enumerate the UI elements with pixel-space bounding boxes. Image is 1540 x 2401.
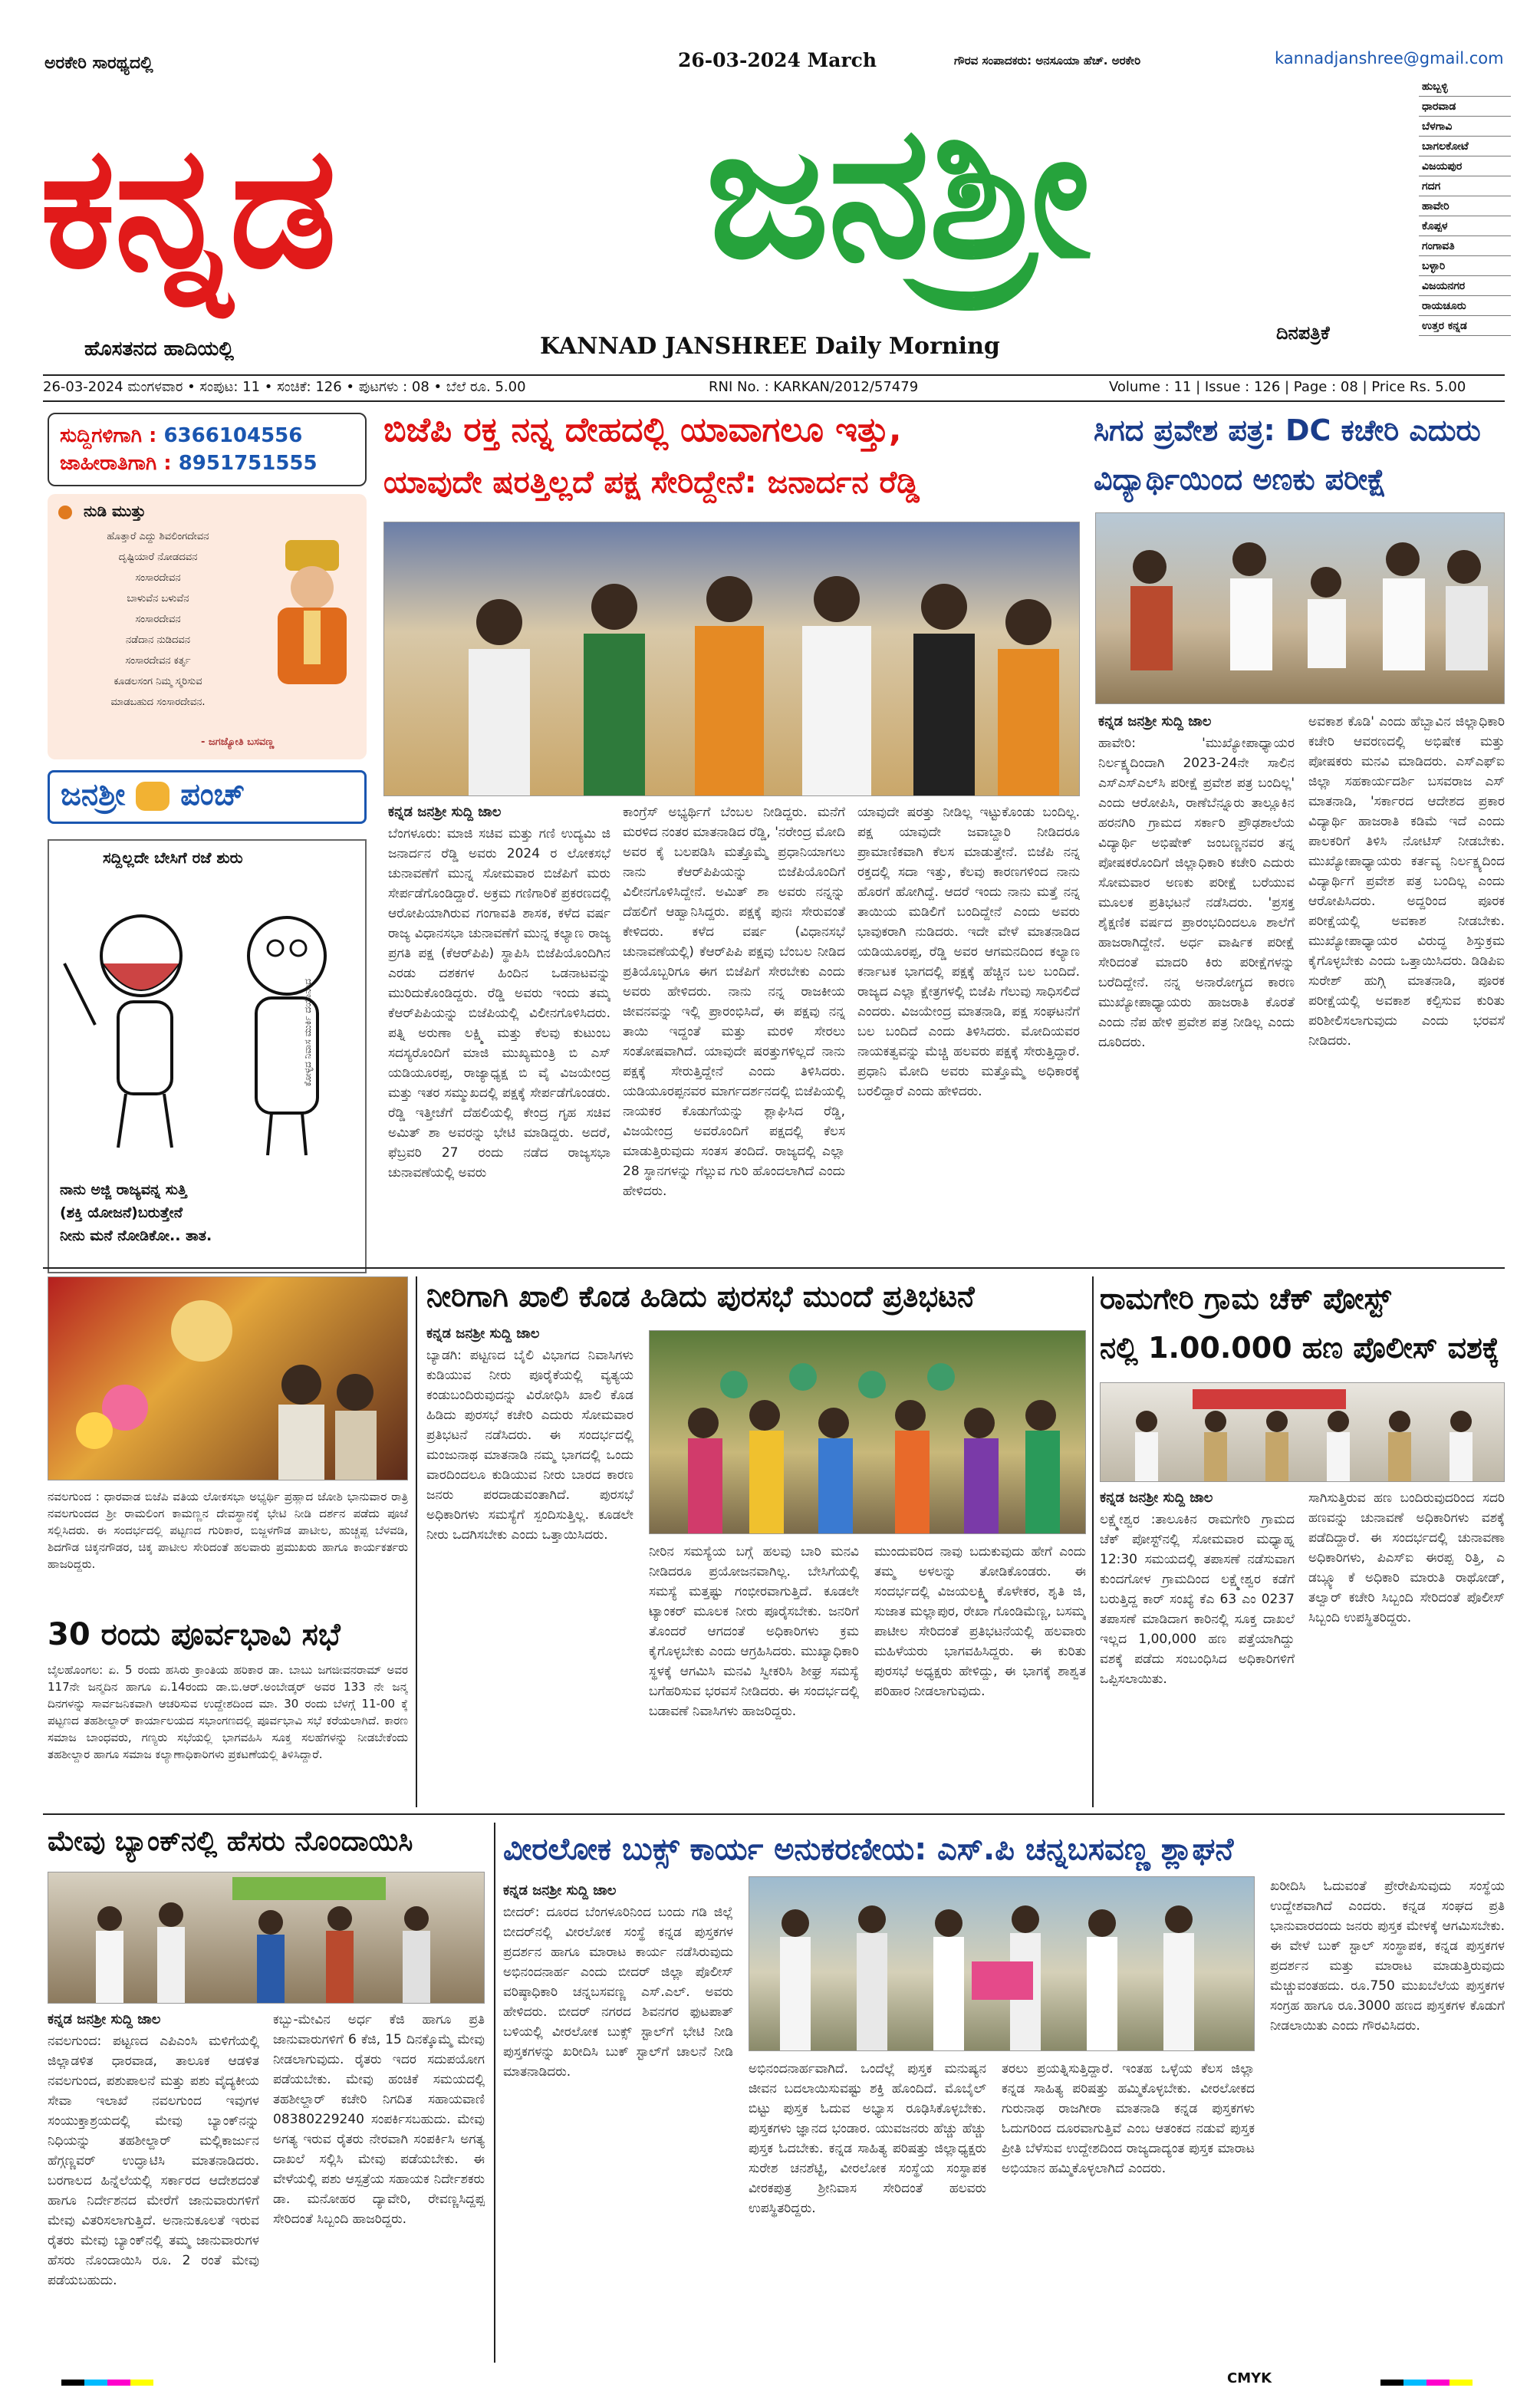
- volume-line: Volume : 11 | Issue : 126 | Page : 08 | Price Rs. 5.00: [1109, 379, 1466, 395]
- temple-caption: ನವಲಗುಂದ : ಧಾರವಾಡ ಬಿಜೆಪಿ ವತಿಯ ಲೋಕಸಭಾ ಅಭ್ಯರ್ಥಿ ಪ್ರಹ್ಲಾದ ಜೋಶಿ ಭಾನುವಾರ ರಾತ್ರಿ ನವಲಗುಂದದ ಶ್ರೀ ರಾಮಲಿಂಗ ಕಾಮಣ್ಣನ ದೇವಸ್ಥಾನಕ್ಕೆ ಭೇಟಿ ನೀಡಿ ದರ್ಶನ ಪಡೆದು ಪೂಜೆ ಸಲ್ಲಿಸಿದರು. ಈ ಸಂದರ್ಭದಲ್ಲಿ ಪಟ್ಟಣದ ಗುರಿಕಾರ, ಬಿಜ್ಜಳಗೌಡ ಪಾಟೀಲ, ಹುಚ್ಚಪ್ಪ ಬೆಳವಡಿ, ಶಿದಗೌಡ ಚಿಕ್ಕನಗೌಡರ, ಚಿಕ್ಕ ಪಾಟೀಲ ಸೇರಿದಂತೆ ಹಲವಾರು ಪ್ರಮುಖರು ಹಾಗೂ ಕಾರ್ಯಕರ್ತರು ಹಾಜರಿದ್ದರು.: [48, 1490, 408, 1571]
- lead-headline-1: ಬಿಜೆಪಿ ರಕ್ತ ನನ್ನ ದೇಹದಲ್ಲಿ ಯಾವಾಗಲೂ ಇತ್ತು,: [383, 410, 902, 450]
- check-column-2: ಸಾಗಿಸುತ್ತಿರುವ ಹಣ ಬಂದಿರುವುದರಿಂದ ಸದರಿ ಹಣವನ್ನು ಚುನಾವಣೆ ಅಧಿಕಾರಿಗಳು ವಶಕ್ಕೆ ಪಡೆದಿದ್ದಾರೆ. ಈ ಸಂದರ್ಭದಲ್ಲಿ ಚುನಾವಣಾ ಅಧಿಕಾರಿಗಳು, ಪಿಎಸ್‌ಐ ಈರಪ್ಪ ರಿತ್ತಿ, ಎ ಡಬ್ಲ್ಯೂ ಕೆ ಅಧಿಕಾರಿ ಮಾರುತಿ ರಾಥೋಡ್, ತಲ್ವಾರ್ ಕಚೇರಿ ಸಿಬ್ಬಂದಿ ಸೇರಿದಂತೆ ಪೊಲೀಸ್ ಸಿಬ್ಬಂದಿ ಉಪಸ್ಥಿತರಿದ್ದರು.: [1308, 1490, 1505, 1625]
- quote-line: ದೃಷ್ಟಿಯಾರೆ ನೋಡದವನ: [118, 552, 198, 563]
- masthead-tagline: ಹೊಸತನದ ಹಾದಿಯಲ್ಲಿ: [84, 338, 235, 361]
- meeting-headline: 30 ರಂದು ಪೂರ್ವಭಾವಿ ಸಭೆ: [48, 1617, 341, 1652]
- vertical-divider-right: [1092, 1276, 1094, 1807]
- dateline-divider: [43, 400, 1505, 402]
- cartoon-caption: [60, 1178, 212, 1247]
- check-post-officials-icon: [1101, 1383, 1505, 1482]
- district-item: ಗದಗ: [1419, 176, 1511, 196]
- masthead-divider: [43, 374, 1505, 376]
- cartoon-box: [48, 839, 367, 1273]
- exam-headline-1: ಸಿಗದ ಪ್ರವೇಶ ಪತ್ರ: DC ಕಚೇರಿ ಎದುರು: [1094, 413, 1481, 447]
- district-item: ಉತ್ತರ ಕನ್ನಡ: [1419, 316, 1511, 336]
- fodder-bank-icon: [48, 1872, 485, 2004]
- cartoon-caption-line: ನಾನು ಅಜ್ಜಿ ರಾಜ್ಯವನ್ನ ಸುತ್ತಿ: [60, 1181, 187, 1198]
- water-column-2: ನೀರಿನ ಸಮಸ್ಯೆಯ ಬಗ್ಗೆ ಹಲವು ಬಾರಿ ಮನವಿ ನೀಡಿದರೂ ಪ್ರಯೋಜನವಾಗಿಲ್ಲ. ಬೇಸಿಗೆಯಲ್ಲಿ ಸಮಸ್ಯೆ ಮತ್ತಷ್ಟು ಗಂಭೀರವಾಗುತ್ತಿದೆ. ಕೂಡಲೇ ಟ್ಯಾಂಕರ್ ಮೂಲಕ ನೀರು ಪೂರೈಸಬೇಕು. ಜನರಿಗೆ ತೊಂದರೆ ಆಗದಂತೆ ಅಧಿಕಾರಿಗಳು ಕ್ರಮ ಕೈಗೊಳ್ಳಬೇಕು ಎಂದು ಆಗ್ರಹಿಸಿದರು. ಮುಖ್ಯಾಧಿಕಾರಿ ಸ್ಥಳಕ್ಕೆ ಆಗಮಿಸಿ ಮನವಿ ಸ್ವೀಕರಿಸಿ ಶೀಘ್ರ ಸಮಸ್ಯೆ ಬಗೆಹರಿಸುವ ಭರವಸೆ ನೀಡಿದರು. ಈ ಸಂದರ್ಭದಲ್ಲಿ ಬಡಾವಣೆ ನಿವಾಸಿಗಳು ಹಾಜರಿದ್ದರು.: [649, 1544, 859, 1719]
- lead-headline-2: ಯಾವುದೇ ಷರತ್ತಿಲ್ಲದೆ ಪಕ್ಷ ಸೇರಿದ್ದೇನೆ: ಜನಾರ್ದನ ರೆಡ್ಡಿ: [383, 465, 920, 500]
- contact-email[interactable]: kannadjanshree@gmail.com: [1275, 49, 1504, 68]
- quote-line: ಸಂಸಾರದೇವನ: [135, 614, 181, 625]
- dateline: 26-03-2024 ಮಂಗಳವಾರ • ಸಂಪುಟ: 11 • ಸಂಚಿಕೆ: 126 • ಪುಟಗಳು : 08 • ಬೆಲೆ ರೂ. 5.00: [43, 379, 526, 395]
- protest-photo-icon: [1096, 513, 1505, 704]
- temple-visit-icon: [48, 1277, 408, 1480]
- cartoon-illustration: [49, 871, 368, 1171]
- color-bar-icon: [61, 2380, 153, 2386]
- ads-phone[interactable]: 8951751555: [178, 452, 318, 475]
- news-phone[interactable]: 6366104556: [163, 424, 303, 447]
- books-headline: ವೀರಲೋಕ ಬುಕ್ಸ್ ಕಾರ್ಯ ಅನುಕರಣೀಯ: ಎಸ್.ಪಿ ಚನ್ನಬಸವಣ್ಣ ಶ್ಲಾಘನೆ: [503, 1832, 1234, 1867]
- quote-line: ಕೂಡಲಸಂಗ ನಿಮ್ಮ ಸ್ಮರಿಸುವ: [114, 676, 202, 687]
- contact-box: [48, 413, 367, 486]
- bank-photo: [48, 1872, 485, 2004]
- bank-headline: ಮೇವು ಬ್ಯಾಂಕ್‌ನಲ್ಲಿ ಹೆಸರು ನೊಂದಾಯಿಸಿ: [48, 1826, 413, 1857]
- group-photo-icon: [384, 522, 1080, 796]
- district-item: ಕೊಪ್ಪಳ: [1419, 216, 1511, 236]
- upper-section-divider: [43, 1267, 1505, 1269]
- books-photo: [749, 1876, 1255, 2051]
- quote-line: ಸಂಸಾರದೇವನ ಕರ್ತೃ: [125, 655, 191, 667]
- issue-date: 26-03-2024 March: [678, 49, 877, 71]
- check-column-1: ಲಕ್ಷ್ಮೇಶ್ವರ :ತಾಲೂಕಿನ ರಾಮಗೇರಿ ಗ್ರಾಮದ ಚೆಕ್ ಪೋಸ್ಟ್‌ನಲ್ಲಿ ಸೋಮವಾರ ಮಧ್ಯಾಹ್ನ 12:30 ಸಮಯದಲ್ಲಿ ತಪಾಸಣೆ ನಡೆಸುವಾಗ ಕುಂದಗೋಳ ಗ್ರಾಮದಿಂದ ಲಕ್ಷ್ಮೇಶ್ವರ ಕಡೆಗೆ ಬರುತ್ತಿದ್ದ ಕಾರ್ ಸಂಖ್ಯೆ ಕೆಎ 63 ಎಂ 0237 ತಪಾಸಣೆ ಮಾಡಿದಾಗ ಕಾರಿನಲ್ಲಿ ಸೂಕ್ತ ದಾಖಲೆ ಇಲ್ಲದ 1,00,000 ಹಣ ಪತ್ತೆಯಾಗಿದ್ದು ವಶಕ್ಕೆ ಪಡೆದು ಸಂಬಂಧಿಸಿದ ಅಧಿಕಾರಿಗಳಿಗೆ ಒಪ್ಪಿಸಲಾಯಿತು.: [1100, 1512, 1295, 1687]
- quote-box: [48, 494, 367, 759]
- books-column-1: ಬೀದರ್: ದೂರದ ಬೆಂಗಳೂರಿನಿಂದ ಬಂದು ಗಡಿ ಜಿಲ್ಲೆ ಬೀದರ್‌ನಲ್ಲಿ ವೀರಲೋಕ ಸಂಸ್ಥೆ ಕನ್ನಡ ಪುಸ್ತಕಗಳ ಪ್ರದರ್ಶನ ಹಾಗೂ ಮಾರಾಟ ಕಾರ್ಯ ನಡೆಸಿರುವುದು ಅಭಿನಂದನಾರ್ಹ ಎಂದು ಬೀದರ್ ಜಿಲ್ಲಾ ಪೊಲೀಸ್ ವರಿಷ್ಠಾಧಿಕಾರಿ ಚನ್ನಬಸವಣ್ಣ ಎಸ್.ಎಲ್. ಅವರು ಹೇಳಿದರು. ಬೀದರ್ ನಗರದ ಶಿವನಗರ ಫುಟಪಾತ್ ಬಳಿಯಲ್ಲಿ ವೀರಲೋಕ ಬುಕ್ಸ್ ಸ್ಟಾಲ್‌ಗೆ ಭೇಟಿ ನೀಡಿ ಪುಸ್ತಕಗಳನ್ನು ಖರೀದಿಸಿ ಬುಕ್ ಸ್ಟಾಲ್‌ಗೆ ಚಾಲನೆ ನೀಡಿ ಮಾತನಾಡಿದರು.: [503, 1905, 733, 2080]
- top-left-tag: ಅರಕೇರಿ ಸಾರಥ್ಯದಲ್ಲಿ: [44, 54, 153, 73]
- fist-icon: [136, 782, 169, 811]
- water-photo: [649, 1330, 1086, 1534]
- district-item: ರಾಯಚೂರು: [1419, 296, 1511, 316]
- quote-line: ಹೊತ್ತಾರೆ ಎದ್ದು ಶಿವಲಿಂಗದೇವನ: [107, 531, 209, 542]
- quote-line: ಬಾಳುವೆನ ಬಳುವೆನ: [127, 593, 189, 604]
- cartoonist-credit: ಕೋಳ್ಳದ ನಿವಾಸ ಮುರ್ಕಿ ದಯಾನಂದ: [302, 979, 313, 1087]
- district-item: ಹಾವೇರಿ: [1419, 196, 1511, 216]
- meeting-body: ಬೈಲಹೊಂಗಲ: ಏ. 5 ರಂದು ಹಸಿರು ಕ್ರಾಂತಿಯ ಹರಿಕಾರ ಡಾ. ಬಾಬು ಜಗಜೀವನರಾಮ್ ಅವರ 117ನೇ ಜನ್ಮದಿನ ಹಾಗೂ ಏ.14ರಂದು ಡಾ.ಬಿ.ಆರ್.ಅಂಬೇಡ್ಕರ್ ಅವರ 133 ನೇ ಜನ್ಮ ದಿನಗಳನ್ನು ಸಾರ್ವಜನಿಕವಾಗಿ ಆಚರಿಸುವ ಉದ್ದೇಶದಿಂದ ಮಾ. 30 ರಂದು ಬೆಳಗ್ಗೆ 11-00 ಕ್ಕೆ ಪಟ್ಟಣದ ತಹಶೀಲ್ದಾರ್ ಕಾರ್ಯಾಲಯದ ಸಭಾಂಗಣದಲ್ಲಿ ಪೂರ್ವಭಾವಿ ಸಭೆ ಕರೆಯಲಾಗಿದೆ. ಕಾರಣ ಸಮಾಜ ಬಾಂಧವರು, ಗಣ್ಯರು ಸಭೆಯಲ್ಲಿ ಭಾಗವಹಿಸಿ ಸೂಕ್ತ ಸಲಹೆಗಳನ್ನು ನೀಡಬೇಕೆಂದು ತಹಶೀಲ್ದಾರ ಹಾಗೂ ಸಮಾಜ ಕಲ್ಯಾಣಾಧಿಕಾರಿಗಳು ಪ್ರಕಟಣೆಯಲ್ಲಿ ತಿಳಿಸಿದ್ದಾರೆ.: [48, 1663, 408, 1761]
- masthead-title-janashree: ಜನಶ್ರೀ: [706, 84, 1089, 299]
- lead-column-3: ಯಾವುದೇ ಷರತ್ತು ನೀಡಿಲ್ಲ ಇಟ್ಟುಕೊಂಡು ಬಂದಿಲ್ಲ. ಪಕ್ಷ ಯಾವುದೇ ಜವಾಬ್ದಾರಿ ನೀಡಿದರೂ ಪ್ರಾಮಾಣಿಕವಾಗಿ ಕೆಲಸ ಮಾಡುತ್ತೇನೆ. ಬಿಜೆಪಿ ನನ್ನ ರಕ್ತದಲ್ಲಿ ಸದಾ ಇತ್ತು, ಕೆಲವು ಕಾರಣಗಳಿಂದ ನಾನು ಹೊರಗೆ ಹೋಗಿದ್ದೆ. ಆದರೆ ಇಂದು ನಾನು ಮತ್ತೆ ನನ್ನ ತಾಯಿಯ ಮಡಿಲಿಗೆ ಬಂದಿದ್ದೇನೆ ಎಂದು ಅವರು ಭಾವುಕರಾಗಿ ನುಡಿದರು. ಇದೇ ವೇಳೆ ಮಾತನಾಡಿದ ಯಡಿಯೂರಪ್ಪ, ರೆಡ್ಡಿ ಅವರ ಆಗಮನದಿಂದ ಕಲ್ಯಾಣ ಕರ್ನಾಟಕ ಭಾಗದಲ್ಲಿ ಪಕ್ಷಕ್ಕೆ ಹೆಚ್ಚಿನ ಬಲ ಬಂದಿದೆ. ರಾಜ್ಯದ ಎಲ್ಲಾ ಕ್ಷೇತ್ರಗಳಲ್ಲಿ ಬಿಜೆಪಿ ಗೆಲುವು ಸಾಧಿಸಲಿದೆ ಎಂದರು. ವಿಜಯೇಂದ್ರ ಮಾತನಾಡಿ, ಪಕ್ಷ ಸಂಘಟನೆಗೆ ಬಲ ಬಂದಿದೆ ಎಂದು ತಿಳಿಸಿದರು. ಮೋದಿಯವರ ನಾಯಕತ್ವವನ್ನು ಮೆಚ್ಚಿ ಹಲವರು ಪಕ್ಷಕ್ಕೆ ಸೇರುತ್ತಿದ್ದಾರೆ. ಪ್ರಧಾನಿ ಮೋದಿ ಅವರು ಮತ್ತೊಮ್ಮೆ ಅಧಿಕಾರಕ್ಕೆ ಬರಲಿದ್ದಾರೆ ಎಂದು ಹೇಳಿದರು.: [857, 805, 1080, 1099]
- bank-column-2: ಕಬ್ಬು-ಮೇವಿನ ಅರ್ಧ ಕೆಜಿ ಹಾಗೂ ಪ್ರತಿ ಜಾನುವಾರುಗಳಿಗೆ 6 ಕೆಜಿ, 15 ದಿನಕ್ಕೊಮ್ಮೆ ಮೇವು ನೀಡಲಾಗುವುದು. ರೈತರು ಇದರ ಸದುಪಯೋಗ ಪಡೆಯಬೇಕು. ಮೇವು ಹಂಚಿಕೆ ಸಮಯದಲ್ಲಿ ತಹಶೀಲ್ದಾರ್ ಕಚೇರಿ ನಿಗದಿತ ಸಹಾಯವಾಣಿ 08380229240 ಸಂಪರ್ಕಿಸಬಹುದು. ಮೇವು ಅಗತ್ಯ ಇರುವ ರೈತರು ನೇರವಾಗಿ ಸಂಪರ್ಕಿಸಿ ಅಗತ್ಯ ದಾಖಲೆ ಸಲ್ಲಿಸಿ ಮೇವು ಪಡೆಯಬೇಕು. ಈ ವೇಳೆಯಲ್ಲಿ ಪಶು ಆಸ್ಪತ್ರೆಯ ಸಹಾಯಕ ನಿರ್ದೇಶಕರು ಡಾ. ಮನೋಹರ ದ್ಯಾವೇರಿ, ರೇವಣ್ಣಸಿದ್ದಪ್ಪ ಸೇರಿದಂತೆ ಸಿಬ್ಬಂದಿ ಹಾಜರಿದ್ದರು.: [273, 2012, 485, 2227]
- english-title: KANNAD JANSHREE Daily Morning: [540, 333, 1000, 360]
- ads-contact-label: ಜಾಹೀರಾತಿಗಾಗಿ :: [60, 452, 172, 475]
- quote-line: ನಡೆದಾನ ನುಡಿದವನ: [126, 634, 190, 646]
- lead-byline: ಕನ್ನಡ ಜನಶ್ರೀ ಸುದ್ದಿ ಜಾಲ: [388, 804, 502, 820]
- water-headline: ನೀರಿಗಾಗಿ ಖಾಲಿ ಕೊಡ ಹಿಡಿದು ಪುರಸಭೆ ಮುಂದೆ ಪ್ರತಿಭಟನೆ: [426, 1280, 975, 1313]
- lead-column-1: ಬೆಂಗಳೂರು: ಮಾಜಿ ಸಚಿವ ಮತ್ತು ಗಣಿ ಉದ್ಯಮಿ ಜಿ ಜನಾರ್ದನ ರೆಡ್ಡಿ ಅವರು 2024 ರ ಲೋಕಸಭೆ ಚುನಾವಣೆಗೆ ಮುನ್ನ ಸೋಮವಾರ ಬಿಜೆಪಿಗೆ ಮರು ಸೇರ್ಪಡೆಗೊಂಡಿದ್ದಾರೆ. ಅಕ್ರಮ ಗಣಿಗಾರಿಕೆ ಪ್ರಕರಣದಲ್ಲಿ ಆರೋಪಿಯಾಗಿರುವ ಗಂಗಾವತಿ ಶಾಸಕ, ಕಳೆದ ವರ್ಷ ರಾಜ್ಯ ವಿಧಾನಸಭಾ ಚುನಾವಣೆಗೆ ಮುನ್ನ ಕಲ್ಯಾಣ ರಾಜ್ಯ ಪ್ರಗತಿ ಪಕ್ಷ (ಕೆಆರ್‌ಪಿಪಿ) ಸ್ಥಾಪಿಸಿ ಬಿಜೆಪಿಯೊಂದಿಗಿನ ಎರಡು ದಶಕಗಳ ಹಿಂದಿನ ಒಡನಾಟವನ್ನು ಮುರಿದುಕೊಂಡಿದ್ದರು. ರೆಡ್ಡಿ ಅವರು ಇಂದು ತಮ್ಮ ಕೆಆರ್‌ಪಿಪಿಯನ್ನು ಬಿಜೆಪಿಯಲ್ಲಿ ವಿಲೀನಗೊಳಿಸಿದರು. ಪತ್ನಿ ಅರುಣಾ ಲಕ್ಷ್ಮಿ ಮತ್ತು ಕೆಲವು ಕುಟುಂಬ ಸದಸ್ಯರೊಂದಿಗೆ ಮಾಜಿ ಮುಖ್ಯಮಂತ್ರಿ ಬಿ ಎಸ್ ಯಡಿಯೂರಪ್ಪ, ರಾಜ್ಯಾಧ್ಯಕ್ಷ ಬಿ ವೈ ವಿಜಯೇಂದ್ರ ಮತ್ತು ಇತರ ಸಮ್ಮುಖದಲ್ಲಿ ಪಕ್ಷಕ್ಕೆ ಸೇರ್ಪಡೆಗೊಂಡರು. ರೆಡ್ಡಿ ಇತ್ತೀಚೆಗೆ ದೆಹಲಿಯಲ್ಲಿ ಕೇಂದ್ರ ಗೃಹ ಸಚಿವ ಅಮಿತ್ ಶಾ ಅವರನ್ನು ಭೇಟಿ ಮಾಡಿದ್ದರು. ಅದರೆ, ಫೆಬ್ರವರಿ 27 ರಂದು ನಡೆದ ರಾಜ್ಯಸಭಾ ಚುನಾವಣೆಯಲ್ಲಿ ಅವರು: [388, 826, 610, 1181]
- check-headline-1: ರಾಮಗೇರಿ ಗ್ರಾಮ ಚೆಕ್ ಪೋಸ್ಟ್: [1100, 1282, 1391, 1316]
- water-protest-icon: [650, 1331, 1086, 1534]
- district-item: ಹುಬ್ಬಳ್ಳಿ: [1419, 77, 1511, 97]
- basavanna-portrait-icon: [270, 540, 354, 693]
- registration-marks: [61, 2375, 1503, 2390]
- book-launch-icon: [749, 1877, 1255, 2051]
- district-item: ವಿಜಯಪುರ: [1419, 156, 1511, 176]
- check-photo: [1100, 1382, 1505, 1482]
- water-column-3: ಮುಂದುವರಿದ ನಾವು ಬದುಕುವುದು ಹೇಗೆ ಎಂದು ತಮ್ಮ ಅಳಲನ್ನು ತೋಡಿಕೊಂಡರು. ಈ ಸಂದರ್ಭದಲ್ಲಿ ವಿಜಯಲಕ್ಷ್ಮಿ ಕೊಳೇಕರ, ಶೃತಿ ಜಿ, ಸುಜಾತ ಮಲ್ಲಾಪುರ, ರೇಖಾ ಗೊಂಡಿಮೆಣ್ಣ, ಬಸಮ್ಮ ಪಾಟೀಲ ಸೇರಿದಂತೆ ಪ್ರತಿಭಟನೆಯಲ್ಲಿ ಹಲವಾರು ಮಹಿಳೆಯರು ಭಾಗವಹಿಸಿದ್ದರು. ಈ ಕುರಿತು ಪುರಸಭೆ ಅಧ್ಯಕ್ಷರು ಹೇಳಿದ್ದು, ಈ ಭಾಗಕ್ಕೆ ಶಾಶ್ವತ ಪರಿಹಾರ ನೀಡಲಾಗುವುದು.: [874, 1544, 1086, 1699]
- bank-column-1: ನವಲಗುಂದ: ಪಟ್ಟಣದ ಎಪಿಎಂಸಿ ಮಳಿಗೆಯಲ್ಲಿ ಜಿಲ್ಲಾಡಳಿತ ಧಾರವಾಡ, ತಾಲೂಕ ಆಡಳಿತ ನವಲಗುಂದ, ಪಶುಪಾಲನೆ ಮತ್ತು ಪಶು ವೈದ್ಯಕೀಯ ಸೇವಾ ಇಲಾಖೆ ನವಲಗುಂದ ಇವುಗಳ ಸಂಯುಕ್ತಾಶ್ರಯದಲ್ಲಿ ಮೇವು ಬ್ಯಾಂಕ್‌ನನ್ನು ನಿಧಿಯನ್ನು ತಹಶೀಲ್ದಾರ್ ಮಲ್ಲಿಕಾರ್ಜುನ ಹೆಗ್ಗಣ್ಣವರ್ ಉದ್ಘಾಟಿಸಿ ಮಾತನಾಡಿದರು. ಬರಗಾಲದ ಹಿನ್ನೆಲೆಯಲ್ಲಿ ಸರ್ಕಾರದ ಆದೇಶದಂತೆ ಹಾಗೂ ನಿರ್ದೇಶನದ ಮೇರೆಗೆ ಜಾನುವಾರುಗಳಿಗೆ ಮೇವು ವಿತರಿಸಲಾಗುತ್ತಿದೆ. ಅನಾನುಕೂಲತೆ ಇರುವ ರೈತರು ಮೇವು ಬ್ಯಾಂಕ್‌ನಲ್ಲಿ ತಮ್ಮ ಜಾನುವಾರುಗಳ ಹೆಸರು ನೊಂದಾಯಿಸಿ ರೂ. 2 ರಂತೆ ಮೇವು ಪಡೆಯಬಹುದು.: [48, 2034, 259, 2288]
- books-byline: ಕನ್ನಡ ಜನಶ್ರೀ ಸುದ್ದಿ ಜಾಲ: [503, 1882, 617, 1899]
- district-item: ಗಂಗಾವತಿ: [1419, 236, 1511, 256]
- exam-column-1: ಹಾವೇರಿ: 'ಮುಖ್ಯೋಪಾಧ್ಯಾಯರ ನಿರ್ಲಕ್ಷ್ಯದಿಂದಾಗಿ 2023-24ನೇ ಸಾಲಿನ ಎಸ್‌ಎಸ್‌ಎಲ್‌ಸಿ ಪರೀಕ್ಷೆ ಪ್ರವೇಶ ಪತ್ರ ಬಂದಿಲ್ಲ' ಎಂದು ಆರೋಪಿಸಿ, ರಾಣೆಬೆನ್ನೂರು ತಾಲ್ಲೂಕಿನ ಹರನಗಿರಿ ಗ್ರಾಮದ ಸರ್ಕಾರಿ ಪ್ರೌಢಶಾಲೆಯ ವಿದ್ಯಾರ್ಥಿ ಅಭಿಷೇಕ್ ಜಂಬಣ್ಣನವರ ತನ್ನ ಪೋಷಕರೊಂದಿಗೆ ಜಿಲ್ಲಾಧಿಕಾರಿ ಕಚೇರಿ ಎದುರು ಸೋಮವಾರ ಅಣಕು ಪರೀಕ್ಷೆ ಬರೆಯುವ ಮೂಲಕ ಪ್ರತಿಭಟನೆ ನಡೆಸಿದರು. 'ಪ್ರಸಕ್ತ ಶೈಕ್ಷಣಿಕ ವರ್ಷದ ಪ್ರಾರಂಭದಿಂದಲೂ ಶಾಲೆಗೆ ಹಾಜರಾಗಿದ್ದೇನೆ. ಅರ್ಧ ವಾರ್ಷಿಕ ಪರೀಕ್ಷೆ ಸೇರಿದಂತೆ ಮಾದರಿ ಕಿರು ಪರೀಕ್ಷೆಗಳನ್ನು ಬರೆದಿದ್ದೇನೆ. ನನ್ನ ಅನಾರೋಗ್ಯದ ಕಾರಣ ಮುಖ್ಯೋಪಾಧ್ಯಾಯರು ಹಾಜರಾತಿ ಕೊರತೆ ಎಂದು ನೆಪ ಹೇಳಿ ಪ್ರವೇಶ ಪತ್ರ ನೀಡಿಲ್ಲ ಎಂದು ದೂರಿದರು.: [1098, 736, 1295, 1050]
- cmyk-label: CMYK: [1227, 2370, 1272, 2386]
- rni-number: RNI No. : KARKAN/2012/57479: [709, 379, 919, 395]
- middle-section-divider: [43, 1813, 1505, 1815]
- vertical-divider-bottom: [494, 1823, 495, 2363]
- color-bar-icon-2: [1380, 2380, 1473, 2386]
- exam-headline-2: ವಿದ್ಯಾರ್ಥಿಯಿಂದ ಅಣಕು ಪರೀಕ್ಷೆ: [1094, 463, 1387, 496]
- punch-box: [48, 770, 367, 824]
- district-item: ಬೆಳಗಾವಿ: [1419, 117, 1511, 137]
- district-list: [1419, 77, 1511, 336]
- exam-byline: ಕನ್ನಡ ಜನಶ್ರೀ ಸುದ್ದಿ ಜಾಲ: [1098, 713, 1212, 730]
- quote-line: ಸಂಸಾರದೇವನ: [135, 572, 181, 584]
- quote-title: ನುಡಿ ಮುತ್ತು: [83, 502, 146, 520]
- daily-label: ದಿನಪತ್ರಿಕೆ: [1276, 322, 1330, 344]
- news-contact-label: ಸುದ್ದಿಗಳಿಗಾಗಿ :: [60, 424, 157, 447]
- district-item: ಧಾರವಾಡ: [1419, 97, 1511, 117]
- water-column-1: ಬ್ಯಾಡಗಿ: ಪಟ್ಟಣದ ಬೈಲಿ ವಿಭಾಗದ ನಿವಾಸಿಗಳು ಕುಡಿಯುವ ನೀರು ಪೂರೈಕೆಯಲ್ಲಿ ವ್ಯತ್ಯಯ ಕಂಡುಬಂದಿರುವುದನ್ನು ವಿರೋಧಿಸಿ ಖಾಲಿ ಕೊಡ ಹಿಡಿದು ಪುರಸಭೆ ಕಚೇರಿ ಎದುರು ಸೋಮವಾರ ಪ್ರತಿಭಟನೆ ನಡೆಸಿದರು. ಈ ಸಂದರ್ಭದಲ್ಲಿ ಮಂಜುನಾಥ ಮಾತನಾಡಿ ನಮ್ಮ ಭಾಗದಲ್ಲಿ ಒಂದು ವಾರದಿಂದಲೂ ಕುಡಿಯುವ ನೀರು ಬಾರದ ಕಾರಣ ಜನರು ಪರದಾಡುವಂತಾಗಿದೆ. ಪುರಸಭೆ ಅಧಿಕಾರಿಗಳು ಸಮಸ್ಯೆಗೆ ಸ್ಪಂದಿಸುತ್ತಿಲ್ಲ. ಕೂಡಲೇ ನೀರು ಒದಗಿಸಬೇಕು ಎಂದು ಒತ್ತಾಯಿಸಿದರು.: [426, 1348, 633, 1543]
- sun-icon: [58, 506, 72, 519]
- check-byline: ಕನ್ನಡ ಜನಶ್ರೀ ಸುದ್ದಿ ಜಾಲ: [1100, 1490, 1213, 1506]
- editor-credit: ಗೌರವ ಸಂಪಾದಕರು: ಅನಸೂಯಾ ಹೆಚ್. ಅರಕೇರಿ: [954, 54, 1141, 68]
- punch-word: ಪಂಚ್: [180, 777, 245, 812]
- cartoon-caption-line: ನೀನು ಮನೆ ನೋಡಿಕೋ.. ತಾತ.: [60, 1227, 212, 1244]
- bank-byline: ಕನ್ನಡ ಜನಶ್ರೀ ಸುದ್ದಿ ಜಾಲ: [48, 2011, 161, 2027]
- vertical-divider-left: [416, 1276, 417, 1807]
- quote-line: ಮಾಡಬಹುದ ಸಂಸಾರದೇವನ.: [110, 697, 206, 708]
- cartoon-topline: ಸದ್ದಿಲ್ಲದೇ ಬೇಸಿಗೆ ರಜೆ ಶುರು: [103, 848, 243, 867]
- exam-photo: [1095, 512, 1505, 704]
- books-column-4: ಖರೀದಿಸಿ ಓದುವಂತೆ ಪ್ರೇರೇಪಿಸುವುದು ಸಂಸ್ಥೆಯ ಉದ್ದೇಶವಾಗಿದೆ ಎಂದರು. ಕನ್ನಡ ಸಂಘದ ಪ್ರತಿ ಭಾನುವಾರದಂದು ಜನರು ಪುಸ್ತಕ ಮೇಳಕ್ಕೆ ಆಗಮಿಸಬೇಕು. ಈ ವೇಳೆ ಬುಕ್ ಸ್ಟಾಲ್ ಸಂಸ್ಥಾಪಕ, ಕನ್ನಡ ಪುಸ್ತಕಗಳ ಪ್ರದರ್ಶನ ಮತ್ತು ಮಾರಾಟ ಮಾಡುತ್ತಿರುವುದು ಮೆಚ್ಚುವಂತಹದು. ರೂ.750 ಮುಖಬೆಲೆಯ ಪುಸ್ತಕಗಳ ಸಂಗ್ರಹ ಹಾಗೂ ರೂ.3000 ಹಣದ ಪುಸ್ತಕಗಳ ಕೊಡುಗೆ ನೀಡಲಾಯಿತು ಎಂದು ಗೌರವಿಸಿದರು.: [1270, 1879, 1505, 2034]
- district-item: ಬಾಗಲಕೋಟೆ: [1419, 137, 1511, 156]
- books-column-3: ತರಲು ಪ್ರಯತ್ನಿಸುತ್ತಿದ್ದಾರೆ. ಇಂತಹ ಒಳ್ಳೆಯ ಕೆಲಸ ಜಿಲ್ಲಾ ಕನ್ನಡ ಸಾಹಿತ್ಯ ಪರಿಷತ್ತು ಹಮ್ಮಿಕೊಳ್ಳಬೇಕು. ವೀರಲೋಕದ ಗುರುನಾಥ ರಾಜಗೀರಾ ಮಾತನಾಡಿ ಕನ್ನಡ ಪುಸ್ತಕಗಳು ಓದುಗರಿಂದ ದೂರವಾಗುತ್ತಿವೆ ಎಂಬ ಆತಂಕದ ನಡುವೆ ಪುಸ್ತಕ ಪ್ರೀತಿ ಬೆಳೆಸುವ ಉದ್ದೇಶದಿಂದ ರಾಜ್ಯದಾದ್ಯಂತ ಪುಸ್ತಕ ಮಾರಾಟ ಅಭಿಯಾನ ಹಮ್ಮಿಕೊಳ್ಳಲಾಗಿದೆ ಎಂದರು.: [1002, 2061, 1255, 2176]
- lead-photo: [383, 522, 1080, 796]
- lead-column-2: ಕಾಂಗ್ರೆಸ್ ಅಭ್ಯರ್ಥಿಗೆ ಬೆಂಬಲ ನೀಡಿದ್ದರು. ಮನೆಗೆ ಮರಳಿದ ನಂತರ ಮಾತನಾಡಿದ ರೆಡ್ಡಿ, 'ನರೇಂದ್ರ ಮೋದಿ ಅವರ ಕೈ ಬಲಪಡಿಸಿ ಮತ್ತೊಮ್ಮೆ ಪ್ರಧಾನಿಯಾಗಲು ನಾನು ಕೆಆರ್‌ಪಿಪಿಯನ್ನು ಬಿಜೆಪಿಯೊಂದಿಗೆ ವಿಲೀನಗೊಳಿಸಿದ್ದೇನೆ. ಅಮಿತ್ ಶಾ ಅವರು ನನ್ನನ್ನು ದೆಹಲಿಗೆ ಆಹ್ವಾನಿಸಿದ್ದರು. ಪಕ್ಷಕ್ಕೆ ಪುನಃ ಸೇರುವಂತೆ ಕೇಳಿದರು. ಕಳೆದ ವರ್ಷ (ವಿಧಾನಸಭೆ ಚುನಾವಣೆಯಲ್ಲಿ) ಕೆಆರ್‌ಪಿಪಿ ಪಕ್ಷವು ಬೆಂಬಲ ನೀಡಿದ ಪ್ರತಿಯೊಬ್ಬರಿಗೂ ಈಗ ಬಿಜೆಪಿಗೆ ಸೇರಬೇಕು ಎಂದು ಅವರು ಹೇಳಿದರು. ನಾನು ನನ್ನ ರಾಜಕೀಯ ಜೀವನವನ್ನು ಇಲ್ಲಿ ಪ್ರಾರಂಭಿಸಿದೆ, ಈ ಪಕ್ಷವು ನನ್ನ ತಾಯಿ ಇದ್ದಂತೆ ಮತ್ತು ಮರಳಿ ಸೇರಲು ಸಂತೋಷವಾಗಿದೆ. ಯಾವುದೇ ಷರತ್ತುಗಳಿಲ್ಲದೆ ನಾನು ಪಕ್ಷಕ್ಕೆ ಸೇರುತ್ತಿದ್ದೇನೆ ಎಂದು ತಿಳಿಸಿದರು. ಯಡಿಯೂರಪ್ಪನವರ ಮಾರ್ಗದರ್ಶನದಲ್ಲಿ ಬಿಜೆಪಿಯಲ್ಲಿ ನಾಯಕರ ಕೊಡುಗೆಯನ್ನು ಶ್ಲಾಘಿಸಿದ ರೆಡ್ಡಿ, ವಿಜಯೇಂದ್ರ ಅವರೊಂದಿಗೆ ಪಕ್ಷದಲ್ಲಿ ಕೆಲಸ ಮಾಡುತ್ತಿರುವುದು ಸಂತಸ ತಂದಿದೆ. ರಾಜ್ಯದಲ್ಲಿ ಎಲ್ಲಾ 28 ಸ್ಥಾನಗಳನ್ನು ಗೆಲ್ಲುವ ಗುರಿ ಹೊಂದಲಾಗಿದೆ ಎಂದು ಹೇಳಿದರು.: [623, 805, 845, 1199]
- books-column-2: ಅಭಿನಂದನಾರ್ಹವಾಗಿದೆ. ಒಂದೆಲ್ಲೆ ಪುಸ್ತಕ ಮನುಷ್ಯನ ಜೀವನ ಬದಲಾಯಿಸುವಷ್ಟು ಶಕ್ತಿ ಹೊಂದಿದೆ. ಮೊಬೈಲ್ ಬಿಟ್ಟು ಪುಸ್ತಕ ಓದುವ ಅಭ್ಯಾಸ ರೂಢಿಸಿಕೊಳ್ಳಬೇಕು. ಪುಸ್ತಕಗಳು ಜ್ಞಾನದ ಭಂಡಾರ. ಯುವಜನರು ಹೆಚ್ಚು ಹೆಚ್ಚು ಪುಸ್ತಕ ಓದಬೇಕು. ಕನ್ನಡ ಸಾಹಿತ್ಯ ಪರಿಷತ್ತು ಜಿಲ್ಲಾಧ್ಯಕ್ಷರು ಸುರೇಶ ಚನಶೆಟ್ಟಿ, ವೀರಲೋಕ ಸಂಸ್ಥೆಯ ಸಂಸ್ಥಾಪಕ ವೀರಕಪುತ್ರ ಶ್ರೀನಿವಾಸ ಸೇರಿದಂತೆ ಹಲವರು ಉಪಸ್ಥಿತರಿದ್ದರು.: [749, 2061, 986, 2216]
- exam-column-2: ಅವಕಾಶ ಕೊಡಿ' ಎಂದು ಹೆಬ್ಬಾವಿನ ಜಿಲ್ಲಾಧಿಕಾರಿ ಕಚೇರಿ ಆವರಣದಲ್ಲಿ ಅಭಿಷೇಕ ಮತ್ತು ಪೋಷಕರು ಮನವಿ ಮಾಡಿದರು. ಎಸ್‌ಎಫ್‌ಐ ಜಿಲ್ಲಾ ಸಹಕಾರ್ಯದರ್ಶಿ ಬಸವರಾಜ ಎಸ್ ಮಾತನಾಡಿ, 'ಸರ್ಕಾರದ ಆದೇಶದ ಪ್ರಕಾರ ವಿದ್ಯಾರ್ಥಿ ಹಾಜರಾತಿ ಕಡಿಮೆ ಇದೆ ಎಂದು ಪಾಲಕರಿಗೆ ತಿಳಿಸಿ ನೋಟಿಸ್ ನೀಡಬೇಕು. ಮುಖ್ಯೋಪಾಧ್ಯಾಯರು ಕರ್ತವ್ಯ ನಿರ್ಲಕ್ಷ್ಯದಿಂದ ವಿದ್ಯಾರ್ಥಿಗೆ ಪ್ರವೇಶ ಪತ್ರ ಬಂದಿಲ್ಲ ಎಂದು ಆರೋಪಿಸಿದರು. ಅದ್ದರಿಂದ ಪೂರಕ ಪರೀಕ್ಷೆಯಲ್ಲಿ ಅವಕಾಶ ನೀಡಬೇಕು. ಮುಖ್ಯೋಪಾಧ್ಯಾಯರ ವಿರುದ್ಧ ಶಿಸ್ತುಕ್ರಮ ಕೈಗೊಳ್ಳಬೇಕು ಎಂದು ಒತ್ತಾಯಿಸಿದರು. ಡಿಡಿಪಿಐ ಸುರೇಶ್ ಹುಗ್ಗಿ ಮಾತನಾಡಿ, ಪೂರಕ ಪರೀಕ್ಷೆಯಲ್ಲಿ ಅವಕಾಶ ಕಲ್ಪಿಸುವ ಕುರಿತು ಪರಿಶೀಲಿಸಲಾಗುವುದು ಎಂದು ಭರವಸೆ ನೀಡಿದರು.: [1308, 714, 1505, 1049]
- punch-label: ಜನಶ್ರೀ: [61, 777, 126, 812]
- quote-text: [58, 526, 258, 713]
- check-headline-2: ನಲ್ಲಿ 1.00.000 ಹಣ ಪೊಲೀಸ್ ವಶಕ್ಕೆ: [1100, 1331, 1500, 1365]
- quote-author: - ಜಗಜ್ಯೋತಿ ಬಸವಣ್ಣ: [201, 736, 275, 748]
- district-item: ವಿಜಯನಗರ: [1419, 276, 1511, 296]
- masthead-title-kannada: ಕನ್ನಡ: [40, 109, 336, 305]
- temple-photo: [48, 1276, 408, 1480]
- water-byline: ಕನ್ನಡ ಜನಶ್ರೀ ಸುದ್ದಿ ಜಾಲ: [426, 1326, 540, 1342]
- cartoon-caption-line: (ಶಕ್ತಿ ಯೋಜನೆ)ಬರುತ್ತೇನೆ: [60, 1204, 183, 1221]
- district-item: ಬಳ್ಳಾರಿ: [1419, 256, 1511, 276]
